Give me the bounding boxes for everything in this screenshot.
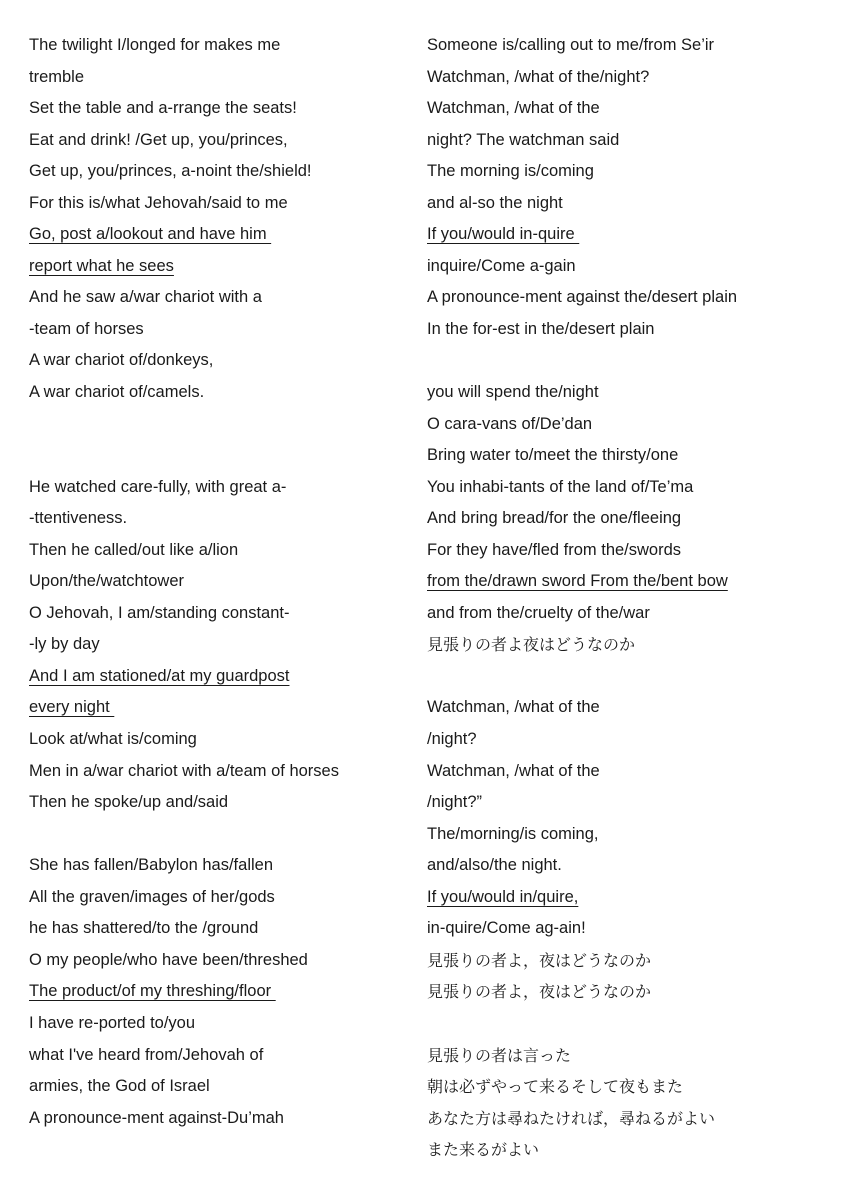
lyric-text: 朝は必ずやって来るそして夜もまた	[427, 1077, 684, 1097]
lyric-line	[427, 1071, 827, 1103]
lyric-text: tremble	[29, 67, 85, 86]
lyric-text: He watched care-fully, with great a-	[29, 477, 287, 496]
lyric-text: inquire/Come a-gain	[427, 256, 576, 275]
lyric-text: The twilight I/longed for makes me	[29, 36, 281, 54]
lyric-text: Watchman, /what of the/night?	[427, 67, 650, 86]
lyric-text: Then he called/out like a/lion	[29, 540, 239, 559]
lyric-text: Eat and drink! /Get up, you/princes,	[29, 130, 288, 149]
lyric-line	[427, 850, 827, 882]
lyric-text: For this is/what Jehovah/said to me	[29, 193, 288, 212]
stanza-break	[427, 345, 827, 377]
left-lyrics-column	[29, 30, 399, 1134]
lyric-text: O my people/who have been/threshed	[29, 950, 308, 969]
lyric-text: O Jehovah, I am/standing constant-	[29, 603, 290, 622]
lyric-line	[29, 598, 399, 630]
lyric-line	[29, 692, 399, 724]
lyric-line	[427, 598, 827, 630]
lyric-text: Go, post a/lookout and have him	[29, 225, 272, 244]
lyric-line	[427, 314, 827, 346]
lyric-line	[29, 1040, 399, 1072]
lyric-text: O cara-vans of/De’dan	[427, 414, 593, 433]
lyric-text: Then he spoke/up and/said	[29, 793, 229, 812]
lyric-text: and/also/the night.	[427, 856, 562, 875]
lyric-line	[427, 93, 827, 125]
lyric-text: every night	[29, 698, 115, 717]
lyric-line	[427, 251, 827, 283]
lyric-line	[29, 850, 399, 882]
lyric-line	[427, 282, 827, 314]
lyric-line	[427, 976, 827, 1008]
lyric-text: /night?	[427, 730, 477, 749]
lyric-line	[29, 945, 399, 977]
lyric-line	[427, 440, 827, 472]
lyric-text: report what he sees	[29, 256, 174, 275]
lyric-text: Watchman, /what of the	[427, 761, 600, 780]
lyric-line	[427, 1134, 827, 1166]
lyric-line	[29, 377, 399, 409]
lyric-text: 見張りの者は言った	[427, 1045, 572, 1065]
lyric-line	[29, 156, 399, 188]
lyric-line	[29, 1008, 399, 1040]
lyric-line	[427, 503, 827, 535]
lyric-line	[29, 756, 399, 788]
lyric-text: and al-so the night	[427, 193, 563, 212]
lyric-line	[29, 661, 399, 693]
lyric-text: If you/would in/quire,	[427, 887, 579, 906]
lyric-text: he has shattered/to the /ground	[29, 919, 259, 938]
lyric-text: Watchman, /what of the	[427, 698, 600, 717]
lyric-text: night? The watchman said	[427, 130, 620, 149]
lyric-line	[427, 945, 827, 977]
lyric-line	[29, 314, 399, 346]
lyric-text: All the graven/images of her/gods	[29, 887, 275, 906]
lyric-line	[427, 756, 827, 788]
lyric-line	[29, 913, 399, 945]
lyric-line	[29, 30, 399, 62]
lyric-text: /night?”	[427, 793, 483, 812]
lyric-line	[29, 1071, 399, 1103]
lyric-line	[29, 503, 399, 535]
lyric-text: A war chariot of/camels.	[29, 383, 205, 402]
lyric-text: Get up, you/princes, a-noint the/shield!	[29, 162, 312, 181]
lyric-text: -ttentiveness.	[29, 509, 128, 528]
lyric-text: The morning is/coming	[427, 162, 594, 181]
lyric-text: Look at/what is/coming	[29, 730, 197, 749]
lyric-text: The product/of my threshing/floor	[29, 982, 276, 1001]
lyric-line	[427, 1103, 827, 1135]
lyric-text: Men in a/war chariot with a/team of horses	[29, 761, 339, 780]
lyric-text: I have re-ported to/you	[29, 1013, 196, 1032]
lyric-line	[427, 692, 827, 724]
lyric-line	[427, 787, 827, 819]
lyric-line	[427, 377, 827, 409]
lyric-line	[427, 629, 827, 661]
lyric-line	[427, 882, 827, 914]
lyric-text: -team of horses	[29, 319, 144, 338]
lyric-text: And he saw a/war chariot with a	[29, 288, 262, 307]
lyric-text: -ly by day	[29, 635, 100, 654]
lyric-text: what I've heard from/Jehovah of	[29, 1045, 264, 1064]
lyric-text: And I am stationed/at my guardpost	[29, 666, 290, 685]
lyric-line	[427, 1040, 827, 1072]
lyric-text: 見張りの者よ，夜はどうなのか	[427, 950, 652, 970]
lyric-line	[29, 882, 399, 914]
lyric-line	[427, 472, 827, 504]
lyric-line	[29, 535, 399, 567]
lyric-line	[427, 566, 827, 598]
lyric-text: For they have/fled from the/swords	[427, 540, 682, 559]
lyric-line	[427, 409, 827, 441]
lyric-text: in-quire/Come ag-ain!	[427, 919, 586, 938]
lyric-line	[29, 251, 399, 283]
lyric-text: armies, the God of Israel	[29, 1077, 210, 1096]
lyric-text: And bring bread/for the one/fleeing	[427, 509, 682, 528]
lyric-line	[427, 188, 827, 220]
lyric-text: あなた方は尋ねたければ，尋ねるがよい	[427, 1108, 716, 1128]
lyric-line	[427, 156, 827, 188]
lyric-text: Bring water to/meet the thirsty/one	[427, 446, 679, 465]
lyric-text: You inhabi-tants of the land of/Te’ma	[427, 477, 694, 496]
lyric-line	[29, 724, 399, 756]
lyric-line	[29, 566, 399, 598]
lyric-text: 見張りの者よ，夜はどうなのか	[427, 982, 652, 1002]
lyric-line	[427, 913, 827, 945]
lyric-text: and from the/cruelty of the/war	[427, 603, 650, 622]
lyric-text: A pronounce-ment against the/desert plain	[427, 288, 738, 307]
lyric-line	[427, 819, 827, 851]
lyric-line	[29, 787, 399, 819]
right-lyrics-column	[427, 30, 827, 1166]
stanza-break	[427, 1008, 827, 1040]
stanza-break	[29, 440, 399, 472]
lyric-text: from the/drawn sword From the/bent bow	[427, 572, 728, 591]
stanza-break	[29, 819, 399, 851]
lyric-line	[29, 219, 399, 251]
lyric-line	[427, 219, 827, 251]
lyric-line	[29, 472, 399, 504]
lyric-text: The/morning/is coming,	[427, 824, 599, 843]
lyric-line	[427, 30, 827, 62]
lyric-line	[29, 976, 399, 1008]
lyric-line	[29, 1103, 399, 1135]
lyric-text: 見張りの者よ夜はどうなのか	[427, 635, 636, 655]
lyric-text: A war chariot of/donkeys,	[29, 351, 214, 370]
lyric-line	[29, 93, 399, 125]
lyric-line	[427, 62, 827, 94]
lyric-line	[29, 282, 399, 314]
lyric-text: A pronounce-ment against-Du’mah	[29, 1108, 284, 1127]
lyric-line	[29, 188, 399, 220]
lyric-text: Someone is/calling out to me/from Se’ir	[427, 36, 715, 54]
lyric-text: Upon/the/watchtower	[29, 572, 185, 591]
lyric-text: you will spend the/night	[427, 383, 599, 402]
lyric-text: In the for-est in the/desert plain	[427, 319, 655, 338]
stanza-break	[29, 409, 399, 441]
lyric-text: She has fallen/Babylon has/fallen	[29, 856, 274, 875]
lyric-text: Set the table and a-rrange the seats!	[29, 99, 297, 118]
stanza-break	[427, 661, 827, 693]
lyric-line	[427, 724, 827, 756]
lyric-text: If you/would in-quire	[427, 225, 580, 244]
lyric-text: Watchman, /what of the	[427, 99, 600, 118]
lyric-line	[29, 629, 399, 661]
lyric-line	[29, 62, 399, 94]
lyric-line	[29, 345, 399, 377]
lyric-line	[427, 125, 827, 157]
lyric-line	[29, 125, 399, 157]
lyric-text: また来るがよい	[427, 1140, 540, 1160]
lyric-line	[427, 535, 827, 567]
